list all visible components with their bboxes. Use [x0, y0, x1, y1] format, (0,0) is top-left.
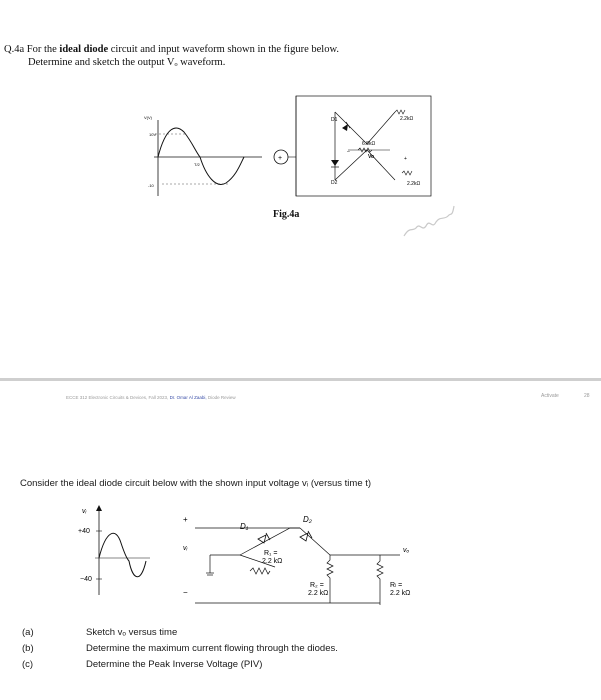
r-top-resistor-icon [395, 110, 405, 114]
question-4a-bold: ideal diode [59, 44, 109, 55]
bridge-bottom [335, 150, 395, 180]
minus40-label: −40 [80, 576, 92, 583]
r-bottom-resistor-icon [402, 171, 412, 175]
wave-neg-peak-label: -10 [148, 183, 154, 188]
r-bottom-label: 2.2kΩ [407, 181, 421, 187]
rl-label: Rₗ = [390, 582, 403, 589]
footer-right-text: Activate [541, 393, 559, 399]
r1-label: R₁ = [264, 550, 278, 557]
vi-terminal-label: vᵢ [183, 545, 188, 552]
item-b-text: Determine the maximum current flowing through the diodes. [86, 643, 338, 654]
wave-peak-label: 10V [149, 132, 157, 137]
input-sine-wave [158, 128, 244, 184]
rl-value: 2.2 kΩ [390, 590, 411, 597]
question-4a-prefix: Q.4a For the [4, 44, 60, 55]
footer-course: ECCE 312 Electronic Circuits & Devices, Fall 2023, [66, 395, 169, 400]
signature-mark [404, 206, 454, 236]
rl-resistor-icon [377, 555, 383, 603]
item-a-text: Sketch vₒ versus time [86, 627, 178, 638]
d1-bar [266, 533, 270, 540]
wave-time-label: T/2 [194, 162, 200, 167]
r2-label: R₂ = [310, 582, 324, 589]
d2-diode-icon [331, 160, 339, 166]
r1-resistor-icon [250, 568, 270, 574]
d1-label: D₁ [240, 522, 249, 531]
mid-plus: + [404, 156, 407, 162]
question-4a-instruction: Determine and sketch the output Vₒ waveform. [28, 57, 226, 68]
footer-author: Dr. Omar Al Zaabi, [169, 395, 207, 400]
d1-label: D1 [331, 117, 338, 123]
vi-sine-wave [99, 533, 146, 576]
vo-label: Vo [368, 154, 375, 160]
r1-value: 2.2 kΩ [262, 558, 283, 565]
question-2-text: Consider the ideal diode circuit below with the shown input voltage vᵢ (versus time t) [20, 478, 372, 489]
d2-label: D2 [331, 180, 338, 186]
item-a-letter: (a) [22, 627, 34, 638]
slide-footer [66, 395, 236, 400]
wave-axis-label: V(V) [144, 115, 152, 120]
figure-2 [0, 495, 601, 615]
r-top-label: 2.2kΩ [400, 116, 414, 122]
footer-page-number: 28 [584, 393, 590, 399]
item-b-letter: (b) [22, 643, 34, 654]
r-mid-label: 6.8kΩ [362, 141, 376, 147]
figure-4a-caption: Fig.4a [273, 209, 300, 220]
slide-divider [0, 378, 601, 381]
vo-label: vₒ [403, 547, 410, 554]
r2-value: 2.2 kΩ [308, 590, 329, 597]
vi-axis-arrow-icon [96, 505, 102, 511]
minus-terminal: − [183, 588, 188, 597]
question-4a-suffix: circuit and input waveform shown in the figure below. [108, 44, 339, 55]
item-c-text: Determine the Peak Inverse Voltage (PIV) [86, 659, 263, 670]
footer-topic: Diode Review [207, 395, 236, 400]
bridge-right-top [300, 528, 330, 555]
mid-minus: – [347, 149, 350, 155]
vi-axis-label: vᵢ [82, 508, 87, 515]
d2-label: D₂ [303, 515, 312, 524]
source-sign: + [278, 155, 283, 162]
plus40-label: +40 [78, 528, 90, 535]
plus-terminal: + [183, 515, 188, 524]
d1-diode-icon [342, 124, 348, 131]
item-c-letter: (c) [22, 659, 34, 670]
